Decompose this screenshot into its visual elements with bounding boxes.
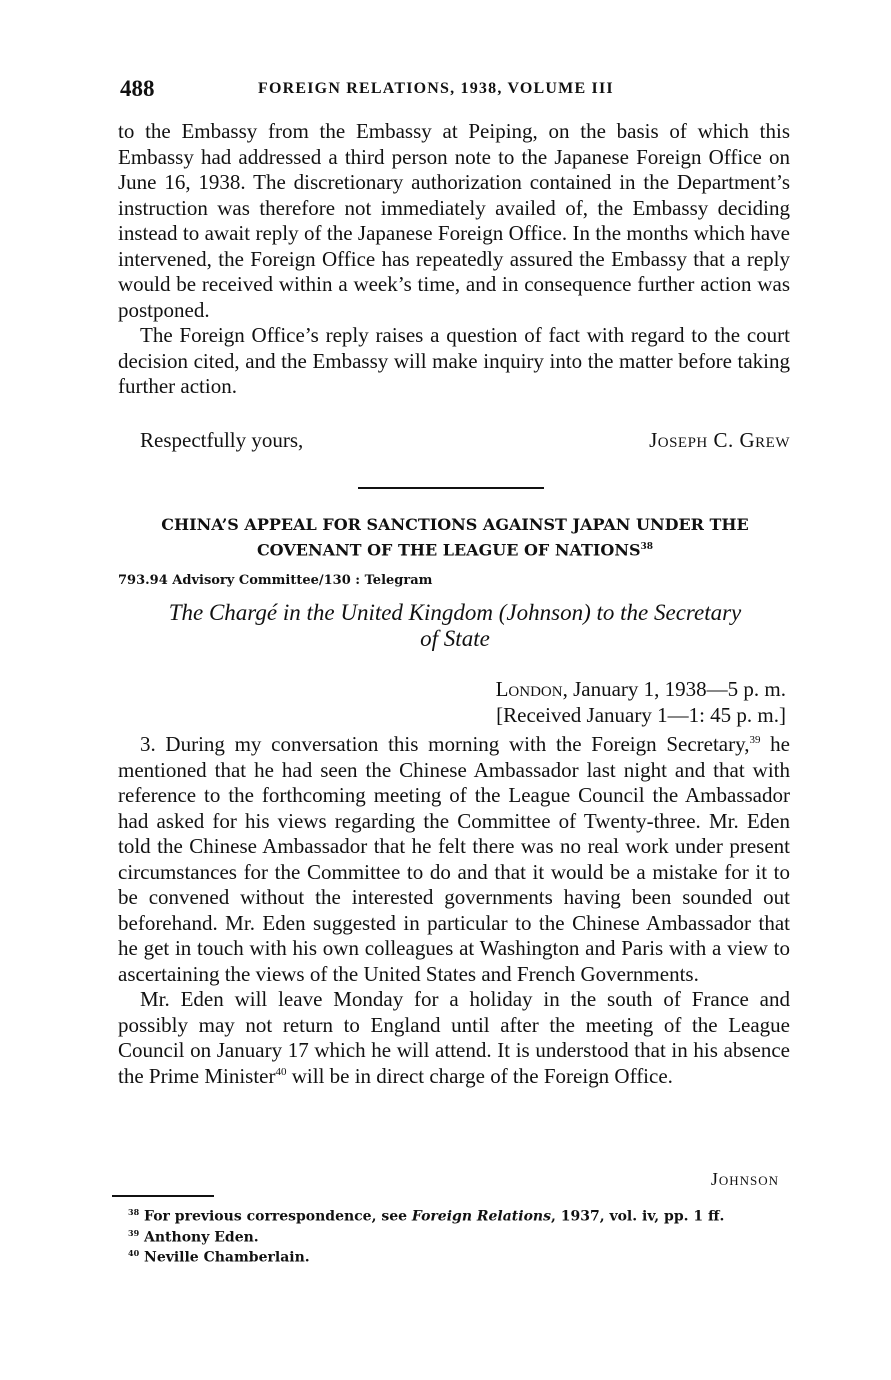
dateline-place: London bbox=[495, 677, 563, 701]
footnote-ref-39: 39 bbox=[749, 734, 761, 746]
footnote-text-end: , 1937, vol. iv, pp. 1 ff. bbox=[551, 1208, 725, 1225]
dateline bbox=[496, 676, 786, 728]
telegram-paragraph-1 bbox=[118, 732, 790, 987]
footnote-ref-38: 38 bbox=[640, 542, 654, 552]
footnote-text: Neville Chamberlain. bbox=[144, 1249, 310, 1266]
complimentary-close: Respectfully yours, bbox=[140, 428, 304, 452]
footnote-mark: 39 bbox=[128, 1227, 140, 1238]
section-title-line-2 bbox=[140, 536, 770, 561]
telegram-paragraph-2 bbox=[118, 987, 790, 1089]
dateline-date: , January 1, 1938—5 p. m. bbox=[562, 677, 786, 701]
running-title: FOREIGN RELATIONS, 1938, VOLUME III bbox=[258, 80, 614, 97]
signoff-johnson: Johnson bbox=[710, 1169, 779, 1189]
telegram-paragraph-1-part-b: he mentioned that he had seen the Chinese Ambassador last night and that with reference to the forthcoming meeting of the League Council the Ambassador had asked for his views regarding the Committee of Twenty-three. Mr. Eden told the Chinese Ambassador that he felt there was no real work under present circumstances for the Committee to do and that it would be a mistake for it to be convened without the interested governments having been sounded out beforehand. Mr. Eden suggested in particular to the Chinese Ambassador that he get in touch with his own colleagues at Washington and Paris with a view to ascertaining the views of the United States and French Governments. bbox=[118, 732, 790, 986]
continued-letter-text bbox=[118, 119, 790, 400]
footnote-rule bbox=[112, 1195, 214, 1197]
document-heading-line-2: of State bbox=[420, 626, 490, 651]
footnote-italic-title: Foreign Relations bbox=[411, 1208, 551, 1225]
telegram-paragraph-1-part-a: 3. During my conversation this morning with the Foreign Secretary, bbox=[140, 732, 750, 756]
dateline-received: [Received January 1—1: 45 p. m.] bbox=[496, 703, 786, 727]
page-number: 488 bbox=[120, 76, 155, 101]
signature-grew: Joseph C. Grew bbox=[649, 428, 790, 452]
letter-paragraph-1: to the Embassy from the Embassy at Peiping, on the basis of which this Embassy had addressed a third person note to the Japanese Foreign Office on June 16, 1938. The discretionary authorization contained in the Department’s instruction was therefore not immediately availed of, the Embassy deciding instead to await reply of the Japanese Foreign Office. In the months which have intervened, the Foreign Office has repeatedly assured the Embassy that a reply would be received within a week’s time, and in consequence further action was postponed. bbox=[118, 119, 790, 322]
footnote-mark: 38 bbox=[128, 1207, 140, 1217]
footnote-text: Anthony Eden. bbox=[144, 1229, 259, 1246]
telegram-paragraph-2-part-a: Mr. Eden will leave Monday for a holiday in the south of France and possibly may not return to England until after the meeting of the League Council on January 17 which he will attend. It is understood that in his absence the Prime Minister bbox=[118, 987, 790, 1088]
section-title-line-2-text: COVENANT OF THE LEAGUE OF NATIONS bbox=[256, 540, 641, 560]
footnote-text: For previous correspondence, see bbox=[144, 1208, 412, 1225]
telegram-body bbox=[118, 732, 790, 1089]
section-divider bbox=[358, 487, 544, 489]
telegram-paragraph-2-part-b: will be in direct charge of the Foreign Office. bbox=[286, 1063, 673, 1088]
document-heading bbox=[130, 600, 780, 652]
letter-paragraph-2: The Foreign Office’s reply raises a question of fact with regard to the court decision cited, and the Embassy will make inquiry into the matter before taking further action. bbox=[118, 323, 790, 398]
footnote-38 bbox=[128, 1204, 778, 1225]
footnote-mark: 40 bbox=[128, 1248, 140, 1259]
footnote-ref-40: 40 bbox=[275, 1065, 287, 1078]
file-reference: 793.94 Advisory Committee/130 : Telegram bbox=[118, 573, 433, 588]
footnote-40 bbox=[128, 1245, 778, 1266]
section-title-line-1: CHINA’S APPEAL FOR SANCTIONS AGAINST JAPAN UNDER THE bbox=[161, 515, 749, 534]
section-title bbox=[140, 514, 770, 561]
document-heading-line-1: The Chargé in the United Kingdom (Johnson) to the Secretary bbox=[168, 600, 742, 625]
footnote-39 bbox=[128, 1225, 778, 1246]
footnotes bbox=[128, 1204, 778, 1266]
dateline-sent bbox=[496, 676, 786, 702]
